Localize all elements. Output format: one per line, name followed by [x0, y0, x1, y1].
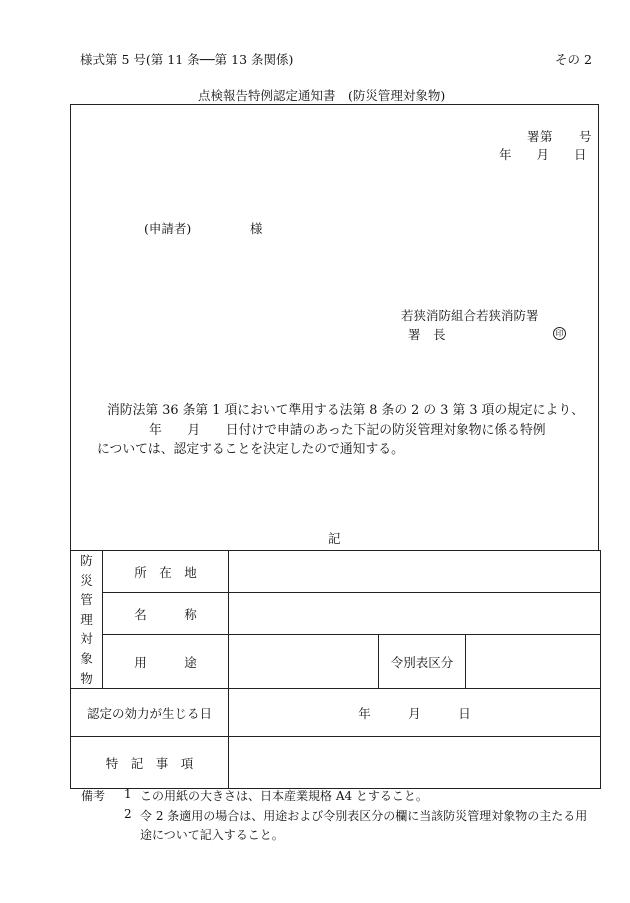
document-number: 署第 号	[527, 129, 593, 144]
effective-date-label: 認定の効力が生じる日	[71, 689, 229, 737]
body-line-1: 消防法第 36 条第 1 項において準用する法第 8 条の 2 の 3 第 3 項の規定により、	[107, 403, 584, 418]
form-variant: その 2	[555, 52, 592, 67]
seal-mark	[553, 325, 566, 340]
issuer-organization: 若狭消防組合若狭消防署	[401, 308, 539, 323]
object-table	[70, 550, 601, 789]
use-label: 用 途	[103, 635, 229, 689]
issuer-title: 署 長	[408, 327, 446, 342]
note-2-number: 2	[124, 807, 132, 821]
note-2-text: 令 2 条適用の場合は、用途および令別表区分の欄に当該防災管理対象物の主たる用	[140, 809, 588, 823]
body-line-3: については、認定することを決定したので通知する。	[97, 442, 404, 457]
note-1-number: 1	[124, 787, 132, 801]
location-field[interactable]	[229, 551, 601, 593]
notes-label: 備考	[81, 789, 106, 803]
body-line-2: 年 月 日付けで申請のあった下記の防災管理対象物に係る特例	[149, 423, 546, 438]
ki-mark: 記	[328, 531, 341, 546]
remarks-label: 特 記 事 項	[71, 737, 229, 789]
applicant-honorific: 様	[250, 221, 263, 236]
note-2-continuation: 途について記入すること。	[140, 828, 284, 842]
use-field[interactable]	[229, 635, 379, 689]
effective-date-field[interactable]: 年 月 日	[229, 689, 601, 737]
name-field[interactable]	[229, 593, 601, 635]
document-title: 点検報告特例認定通知書 (防災管理対象物)	[198, 88, 446, 103]
ordinance-class-label: 令別表区分	[379, 635, 466, 689]
document-date: 年 月 日	[499, 147, 587, 162]
object-group-label: 防 災 管 理 対 象 物	[71, 551, 103, 689]
name-label: 名 称	[103, 593, 229, 635]
form-number: 様式第 5 号(第 11 条──第 13 条関係)	[80, 52, 294, 67]
notice-box	[70, 104, 599, 551]
note-1-text: この用紙の大きさは、日本産業規格 A4 とすること。	[140, 789, 428, 803]
seal-icon: 印	[553, 327, 566, 340]
remarks-field[interactable]	[229, 737, 601, 789]
applicant-label: (申請者)	[144, 221, 192, 236]
ordinance-class-field[interactable]	[466, 635, 601, 689]
location-label: 所 在 地	[103, 551, 229, 593]
